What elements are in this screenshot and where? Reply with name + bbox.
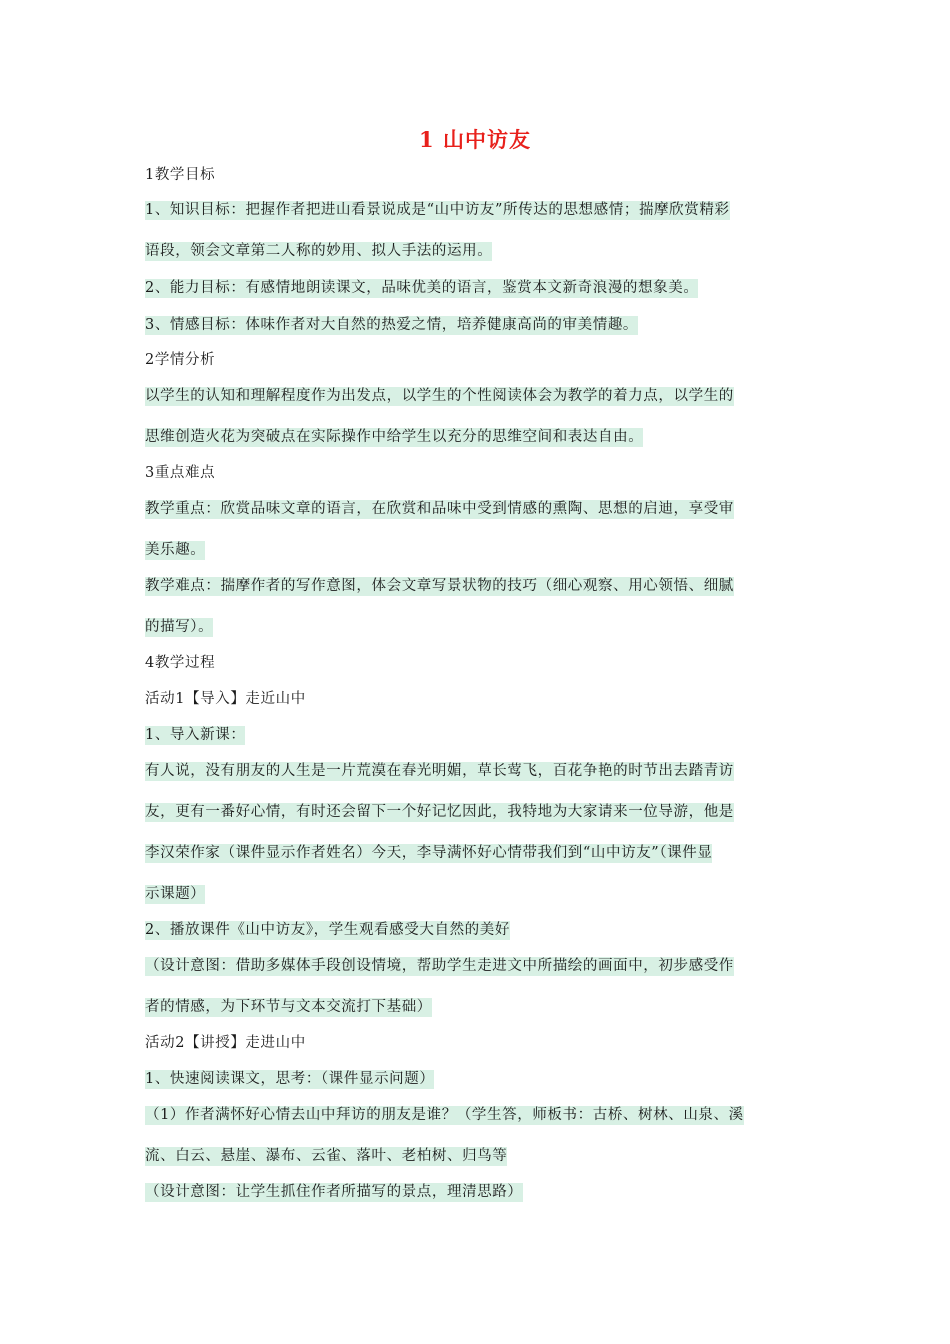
line-text: 1、快速阅读课文，思考：（课件显示问题） (145, 1071, 435, 1087)
line-text: 2学情分析 (145, 352, 216, 368)
body-paragraph-line (145, 1182, 523, 1202)
body-paragraph-line (145, 1069, 434, 1089)
body-paragraph-line (145, 884, 205, 904)
line-text: 思维创造火花为突破点在实际操作中给学生以充分的思维空间和表达自由。 (145, 429, 644, 445)
line-text: 活动1【导入】走近山中 (145, 691, 306, 707)
section-heading (145, 1033, 306, 1053)
line-text: 活动2【讲授】走进山中 (145, 1035, 306, 1051)
line-text: 以学生的认知和理解程度作为出发点，以学生的个性阅读体会为教学的着力点，以学生的 (145, 388, 734, 404)
line-text: 1、导入新课： (145, 727, 246, 743)
line-text: （设计意图：借助多媒体手段创设情境，帮助学生走进文中所描绘的画面中，初步感受作 (145, 958, 734, 974)
line-text: 3、情感目标：体味作者对大自然的热爱之情，培养健康高尚的审美情趣。 (145, 317, 639, 333)
section-heading (145, 165, 215, 185)
section-heading (145, 463, 215, 483)
section-heading (145, 350, 215, 370)
line-text: 教学重点：欣赏品味文章的语言，在欣赏和品味中受到情感的熏陶、思想的启迪，享受审 (145, 501, 734, 517)
section-heading (145, 653, 215, 673)
line-text: （1）作者满怀好心情去山中拜访的朋友是谁？（学生答，师板书：古桥、树林、山泉、溪 (145, 1107, 744, 1123)
body-paragraph-line (145, 956, 734, 976)
body-paragraph-line (145, 725, 245, 745)
body-paragraph-line (145, 499, 734, 519)
body-paragraph-line (145, 386, 734, 406)
body-paragraph-line (145, 427, 643, 447)
line-text: 2、能力目标：有感情地朗读课文，品味优美的语言，鉴赏本文新奇浪漫的想象美。 (145, 280, 699, 296)
line-text: 语段，领会文章第二人称的妙用、拟人手法的运用。 (145, 243, 493, 259)
body-paragraph-line (145, 761, 734, 781)
line-text: 1教学目标 (145, 167, 216, 183)
line-text: 1、知识目标：把握作者把进山看景说成是“山中访友”所传达的思想感情；揣摩欣赏精彩 (145, 202, 730, 218)
line-text: （设计意图：让学生抓住作者所描写的景点，理清思路） (145, 1184, 523, 1200)
line-text: 美乐趣。 (145, 542, 206, 558)
body-paragraph-line (145, 241, 492, 261)
line-text: 教学难点：揣摩作者的写作意图，体会文章写景状物的技巧（细心观察、用心领悟、细腻 (145, 578, 734, 594)
body-paragraph-line (145, 278, 698, 298)
body-paragraph-line (145, 200, 730, 220)
body-paragraph-line (145, 997, 432, 1017)
body-paragraph-line (145, 1105, 744, 1125)
line-text: 4教学过程 (145, 655, 216, 671)
body-paragraph-line (145, 1146, 507, 1166)
line-text: 有人说，没有朋友的人生是一片荒漠在春光明媚，草长莺飞，百花争艳的时节出去踏青访 (145, 763, 734, 779)
line-text: 者的情感，为下环节与文本交流打下基础） (145, 999, 432, 1015)
document-title: 1 山中访友 (419, 127, 531, 152)
body-paragraph-line (145, 576, 734, 596)
line-text: 示课题） (145, 886, 206, 902)
line-text: 流、白云、悬崖、瀑布、云雀、落叶、老柏树、归鸟等 (145, 1148, 508, 1164)
body-paragraph-line (145, 540, 205, 560)
line-text: 2、播放课件《山中访友》，学生观看感受大自然的美好 (145, 922, 510, 938)
line-text: 3重点难点 (145, 465, 216, 481)
body-paragraph-line (145, 315, 638, 335)
body-paragraph-line (145, 843, 712, 863)
line-text: 的描写）。 (145, 619, 214, 635)
body-paragraph-line (145, 617, 213, 637)
line-text: 友，更有一番好心情，有时还会留下一个好记忆因此，我特地为大家请来一位导游，他是 (145, 804, 734, 820)
line-text: 李汉荣作家（课件显示作者姓名）今天，李导满怀好心情带我们到“山中访友”（课件显 (145, 845, 713, 861)
section-heading (145, 689, 306, 709)
body-paragraph-line (145, 920, 510, 940)
body-paragraph-line (145, 802, 734, 822)
